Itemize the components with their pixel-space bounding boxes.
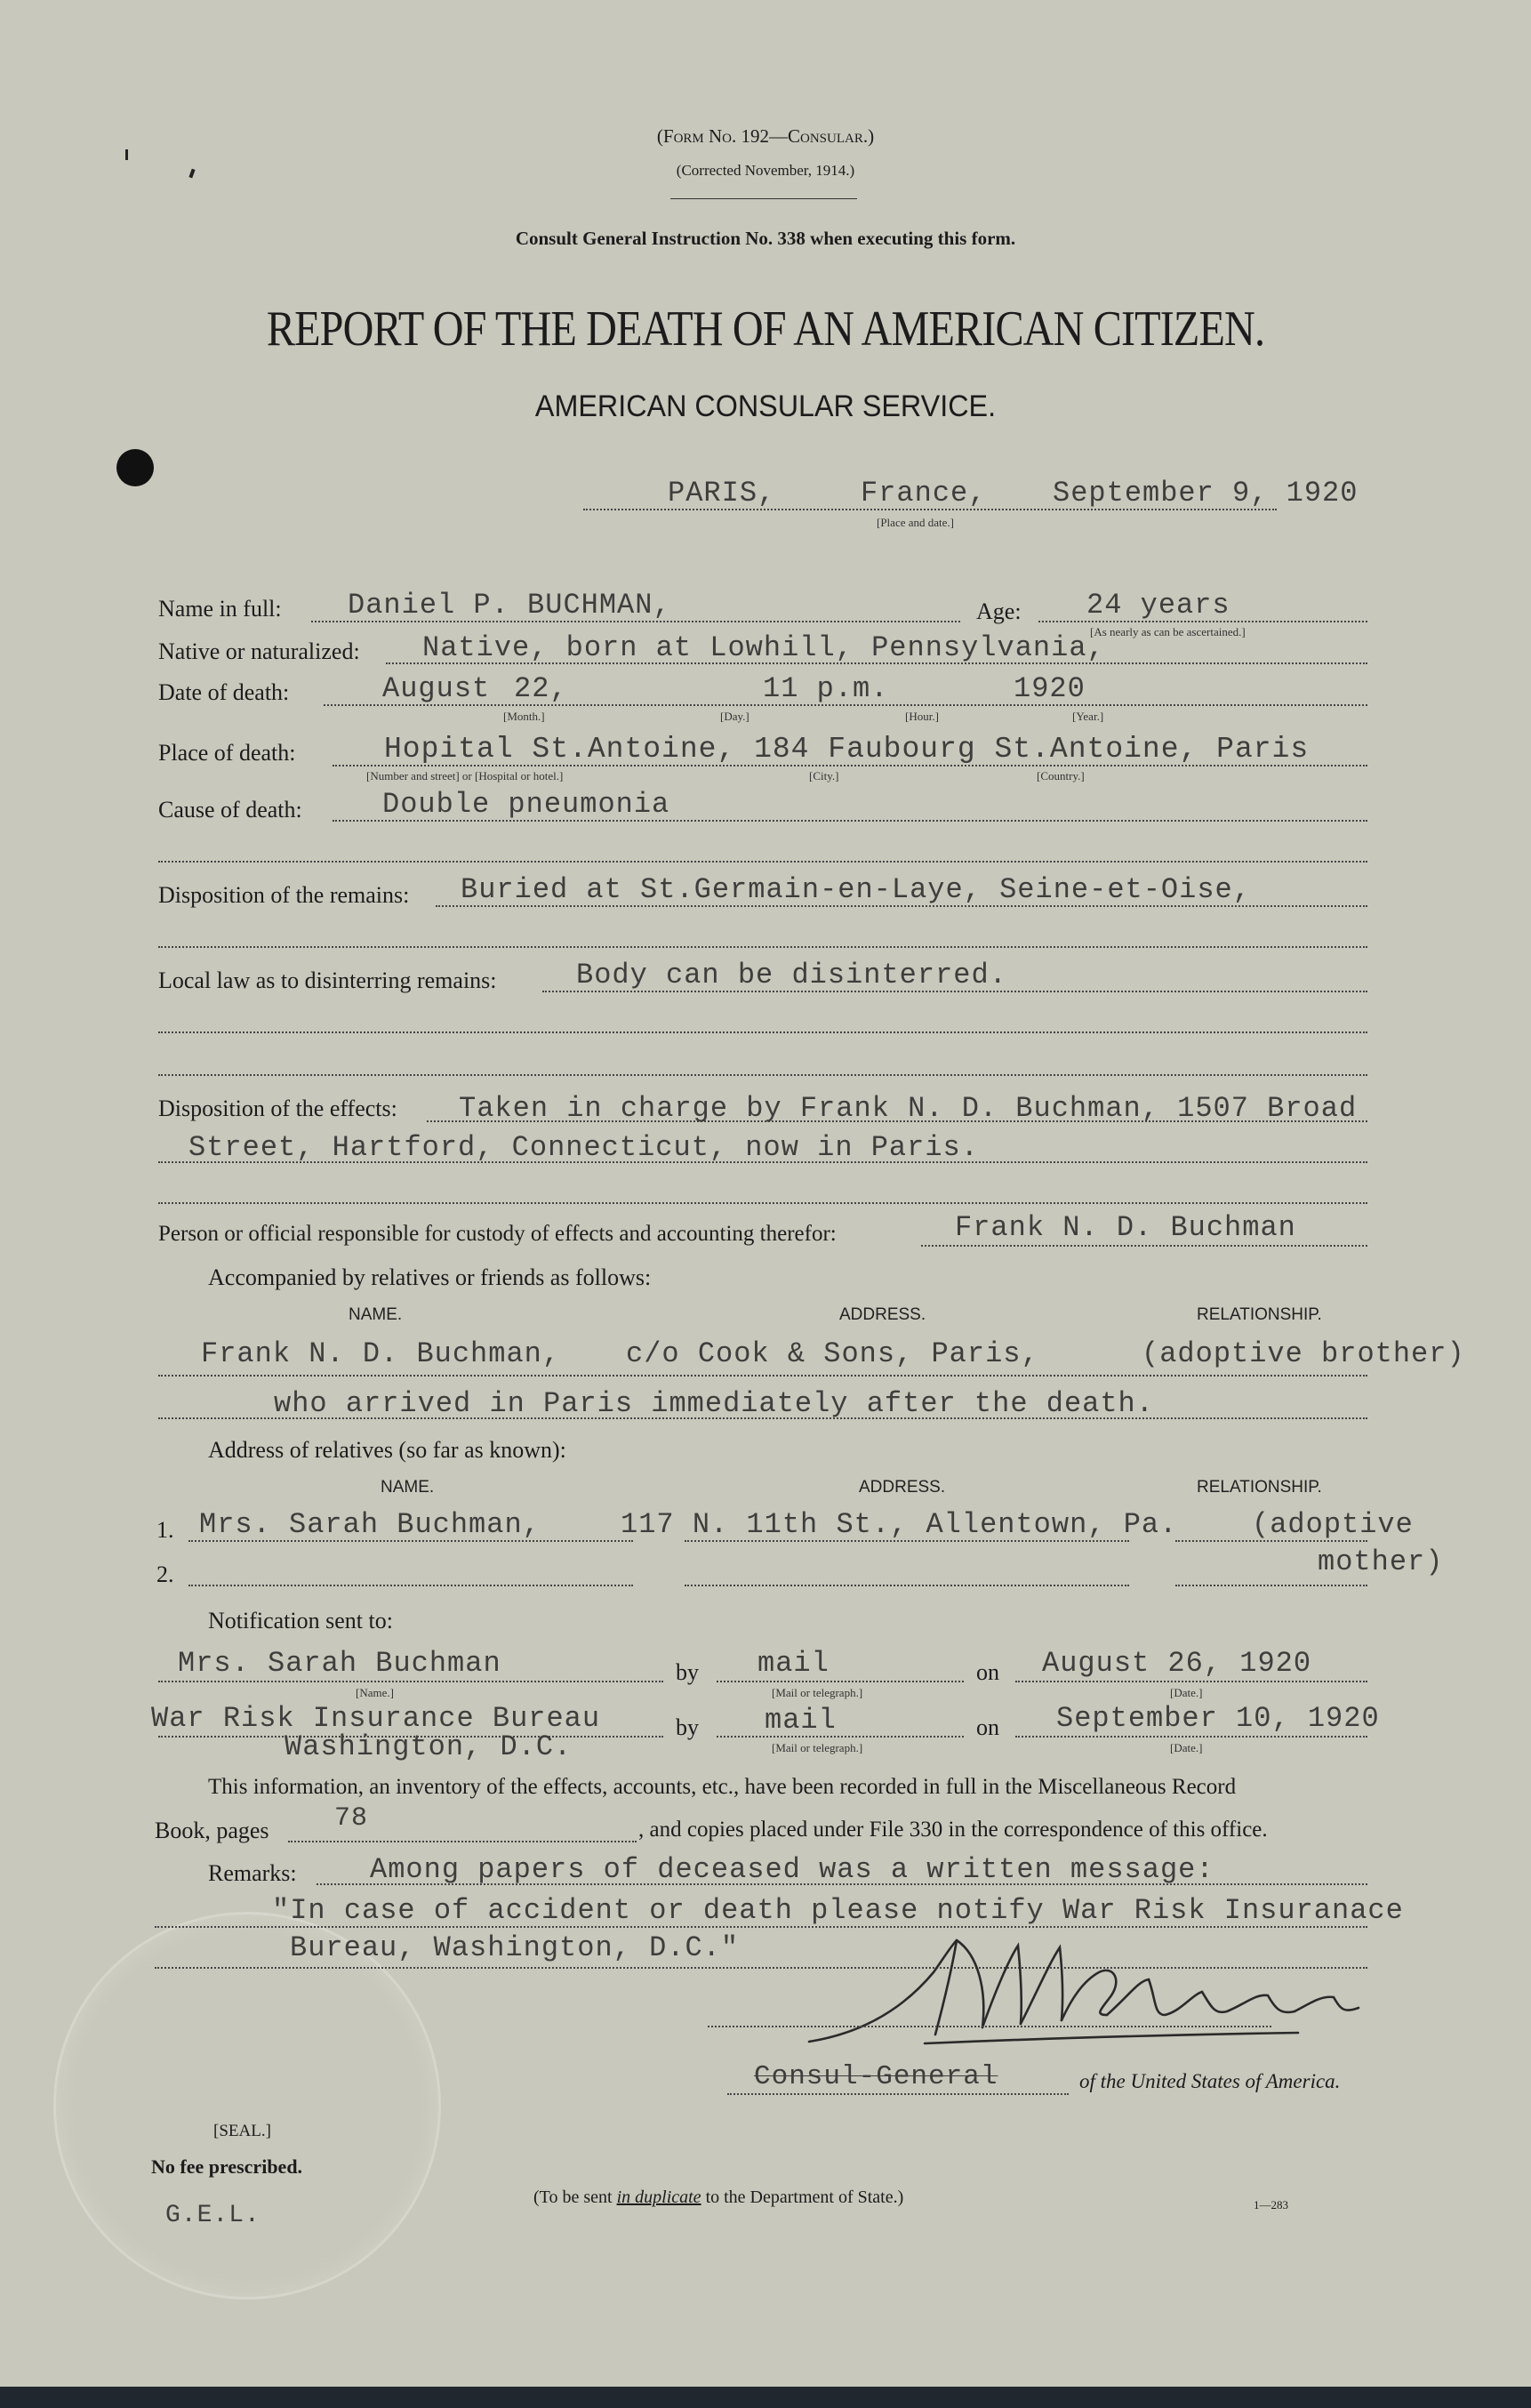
title-line: [727, 2093, 1069, 2095]
signer-title-suffix: of the United States of America.: [1079, 2070, 1341, 2092]
notification-1-mail-line: [717, 1681, 964, 1682]
record-text: This information, an inventory of the effects, accounts, etc., have been recorded in full in the Miscellaneous Record: [208, 1775, 1237, 1799]
effects-line-1: Taken in charge by Frank N. D. Buchman, 1507 Broad: [459, 1092, 1358, 1125]
place-city: PARIS,: [668, 477, 776, 510]
relative-1-address: 117 N. 11th St., Allentown, Pa.: [621, 1508, 1178, 1541]
notification-2-mail-line: [717, 1736, 964, 1738]
form-corrected: (Corrected November, 1914.): [676, 162, 855, 179]
notification-1-date: August 26, 1920: [1042, 1647, 1312, 1680]
signer-title: Consul-General: [754, 2061, 998, 2092]
punch-hole: [116, 449, 154, 486]
caption-year: [Year.]: [1072, 710, 1104, 723]
custody-label: Person or official responsible for custody of effects and accounting therefor:: [158, 1222, 837, 1246]
relative-number-1: 1.: [156, 1517, 174, 1543]
dod-hour: 11 p.m.: [763, 672, 889, 705]
accompanied-name: Frank N. D. Buchman,: [201, 1337, 561, 1370]
notification-1-by: mail: [757, 1647, 830, 1680]
by-word-2: by: [676, 1714, 699, 1740]
record-pages: 78: [334, 1803, 369, 1834]
caption-name-1: [Name.]: [356, 1686, 394, 1699]
caption-country: [Country.]: [1037, 769, 1085, 783]
age-caption: [As nearly as can be ascertained.]: [1090, 625, 1246, 638]
accompanied-line: [158, 1375, 1367, 1377]
relative-1-relationship-b: mother): [1318, 1545, 1444, 1578]
form-code: 1—283: [1254, 2198, 1288, 2211]
page-subtitle: AMERICAN CONSULAR SERVICE.: [534, 389, 997, 423]
cause-label: Cause of death:: [158, 797, 302, 823]
caption-month: [Month.]: [503, 710, 545, 723]
relative-2-name-line: [188, 1585, 633, 1586]
accompanied-label: Accompanied by relatives or friends as follows:: [208, 1264, 652, 1290]
cause-of-death: Double pneumonia: [382, 788, 670, 821]
law-line-3: [158, 1074, 1367, 1076]
remains-disposition: Buried at St.Germain-en-Laye, Seine-et-Oise,: [461, 873, 1251, 906]
notification-2-by: mail: [765, 1704, 837, 1737]
send-suffix: to the Department of State.): [705, 2187, 904, 2207]
send-duplicate: in duplicate: [616, 2187, 701, 2207]
dod-month: August: [382, 672, 491, 705]
notification-2-name-b: Washington, D.C.: [285, 1730, 573, 1763]
place-date: September 9, 1920: [1053, 477, 1359, 510]
page-title: REPORT OF THE DEATH OF AN AMERICAN CITIZEN.: [266, 301, 1265, 357]
clerk-initials: G.E.L.: [165, 2202, 261, 2229]
effects-label: Disposition of the effects:: [158, 1096, 397, 1121]
notification-2-date-line: [1015, 1736, 1367, 1738]
place-of-death: Hopital St.Antoine, 184 Faubourg St.Antoine, Paris: [384, 733, 1310, 766]
form-number: (Form No. 192—Consular.): [656, 125, 875, 147]
relatives-col-relationship: RELATIONSHIP.: [1197, 1478, 1322, 1497]
notification-1-name: Mrs. Sarah Buchman: [178, 1647, 501, 1680]
law-label: Local law as to disinterring remains:: [158, 967, 497, 993]
ink-mark: [188, 169, 195, 179]
dod-label: Date of death:: [158, 679, 290, 705]
on-word-2: on: [976, 1714, 999, 1740]
relatives-col-address: ADDRESS.: [859, 1478, 946, 1497]
notification-1-name-line: [158, 1681, 663, 1682]
place-date-caption: [Place and date.]: [877, 516, 954, 529]
header-rule: [670, 198, 857, 199]
pod-label: Place of death:: [158, 740, 296, 766]
relative-number-2: 2.: [156, 1561, 174, 1587]
relative-1-relationship-a: (adoptive: [1252, 1508, 1414, 1541]
relative-1-name: Mrs. Sarah Buchman,: [199, 1508, 541, 1541]
place-country: France,: [861, 477, 987, 510]
send-prefix: (To be sent: [533, 2187, 613, 2207]
caption-city: [City.]: [809, 769, 839, 783]
accompanied-relationship: (adoptive brother): [1142, 1337, 1465, 1370]
effects-line-c: [158, 1202, 1367, 1204]
caption-date-1: [Date.]: [1170, 1686, 1203, 1699]
signature: [800, 1910, 1405, 2052]
accompanied-note: who arrived in Paris immediately after the death.: [274, 1387, 1154, 1420]
notification-2-date: September 10, 1920: [1056, 1702, 1380, 1735]
native-label: Native or naturalized:: [158, 638, 360, 664]
deceased-age: 24 years: [1086, 589, 1230, 622]
record-book-label: Book, pages: [155, 1818, 269, 1843]
remarks-text-3: Bureau, Washington, D.C.": [290, 1931, 740, 1964]
by-word-1: by: [676, 1659, 699, 1685]
dod-day: 22,: [514, 672, 568, 705]
relatives-col-name: NAME.: [381, 1478, 435, 1497]
accompanied-col-relationship: RELATIONSHIP.: [1197, 1305, 1322, 1324]
relative-2-address-line: [685, 1585, 1129, 1586]
embossed-seal: [53, 1912, 441, 2300]
disinter-law: Body can be disinterred.: [576, 959, 1007, 991]
fee-note: No fee prescribed.: [151, 2155, 303, 2178]
relative-2-rel-line: [1175, 1585, 1367, 1586]
effects-line-2: Street, Hartford, Connecticut, now in Paris.: [188, 1131, 979, 1164]
notification-label: Notification sent to:: [208, 1608, 393, 1633]
caption-mail-1: [Mail or telegraph.]: [772, 1686, 863, 1699]
seal-label: [SEAL.]: [213, 2122, 271, 2140]
record-rest: , and copies placed under File 330 in the correspondence of this office.: [638, 1818, 1268, 1842]
record-pages-line: [288, 1841, 637, 1842]
remarks-text-1: Among papers of deceased was a written message:: [370, 1853, 1214, 1886]
dod-year: 1920: [1014, 672, 1086, 705]
instruction: Consult General Instruction No. 338 when executing this form.: [515, 228, 1016, 249]
name-label: Name in full:: [158, 596, 282, 622]
custody-line: [921, 1245, 1367, 1247]
send-note: [533, 2187, 903, 2208]
signature-line: [708, 2026, 1271, 2027]
age-label: Age:: [976, 598, 1022, 624]
caption-mail-2: [Mail or telegraph.]: [772, 1741, 863, 1754]
on-word-1: on: [976, 1659, 999, 1685]
remains-line-2: [158, 946, 1367, 948]
relatives-label: Address of relatives (so far as known):: [208, 1437, 566, 1463]
remarks-text-2: "In case of accident or death please notify War Risk Insuranace: [272, 1894, 1404, 1927]
accompanied-address: c/o Cook & Sons, Paris,: [626, 1337, 1039, 1370]
deceased-name: Daniel P. BUCHMAN,: [348, 589, 671, 622]
caption-hour: [Hour.]: [905, 710, 939, 723]
caption-street: [Number and street] or [Hospital or hotel.]: [366, 769, 564, 783]
custody-person: Frank N. D. Buchman: [955, 1211, 1296, 1244]
law-line-2: [158, 1031, 1367, 1033]
deceased-native: Native, born at Lowhill, Pennsylvania,: [422, 631, 1105, 664]
caption-day: [Day.]: [720, 710, 749, 723]
remains-label: Disposition of the remains:: [158, 882, 410, 908]
notification-1-date-line: [1015, 1681, 1367, 1682]
cause-line-2: [158, 861, 1367, 863]
ink-mark: [125, 149, 128, 160]
scan-bottom-edge: [0, 2387, 1531, 2408]
accompanied-col-name: NAME.: [349, 1305, 403, 1324]
caption-date-2: [Date.]: [1170, 1741, 1203, 1754]
remarks-label: Remarks:: [208, 1860, 297, 1886]
accompanied-col-address: ADDRESS.: [839, 1305, 926, 1324]
notification-2-name-a: War Risk Insurance Bureau: [151, 1702, 601, 1735]
